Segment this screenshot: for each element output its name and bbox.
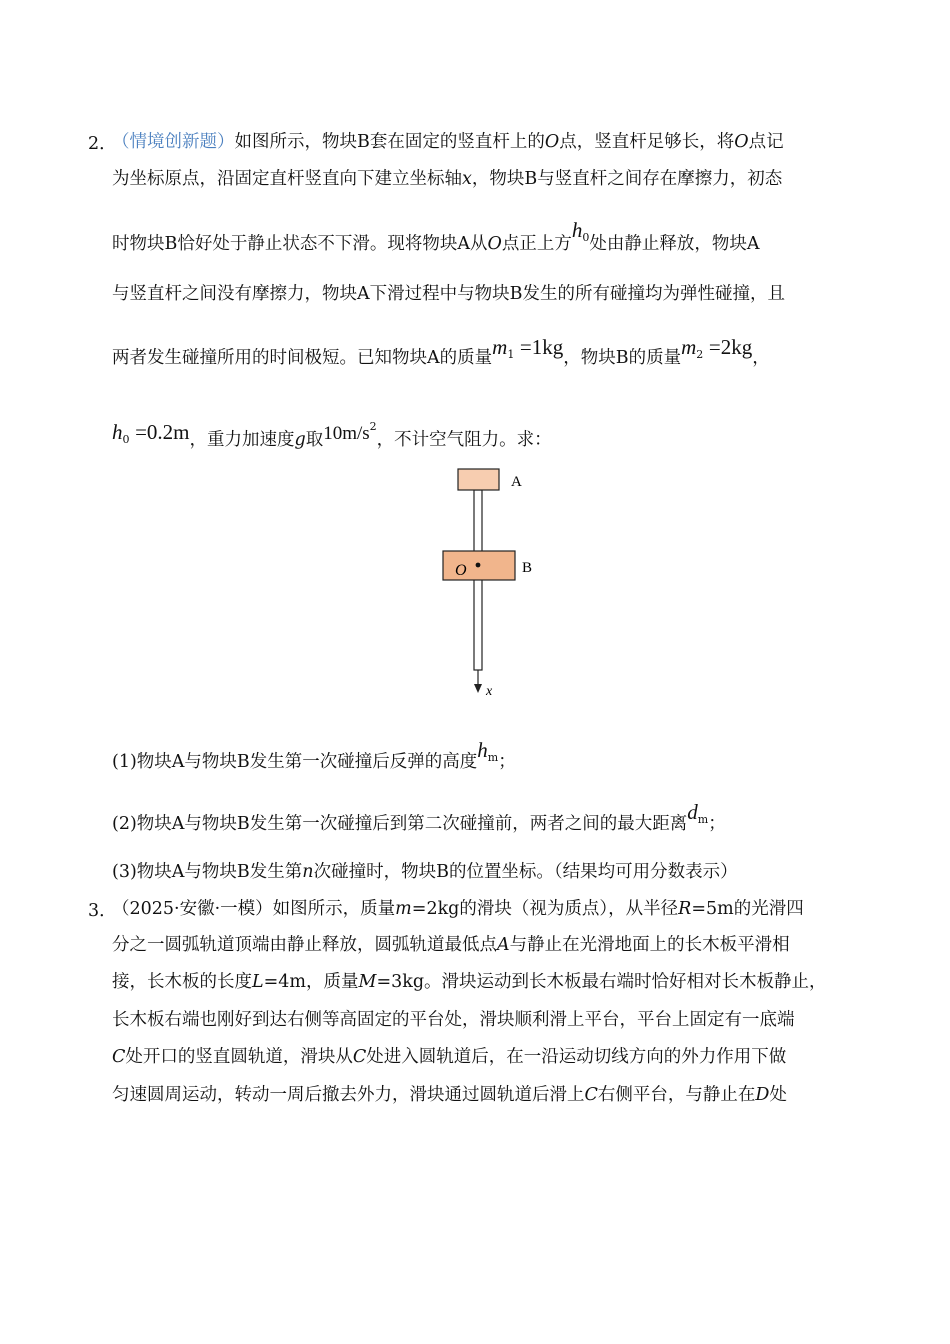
question-3-number: 3．	[88, 901, 117, 921]
m1-expression: $m_1 =1kg$	[492, 335, 564, 361]
dm-symbol: $d_m$	[687, 800, 709, 826]
x-axis-arrow-icon	[474, 684, 482, 693]
origin-dot	[476, 563, 481, 568]
block-b-label: B	[522, 560, 533, 576]
block-rod-figure	[430, 462, 550, 702]
question-2-number: 2．	[88, 134, 117, 154]
block-a-label: A	[511, 474, 522, 490]
q2-line-5: 两者发生碰撞所用的时间极短。已知物块A的质量$m_1 =1kg$，物块B的质量$m_2 =2kg$，	[112, 335, 770, 368]
q2-subquestion-2: (2)物块A与物块B发生第一次碰撞后到第二次碰撞前，两者之间的最大距离$d_m$；	[112, 800, 726, 834]
origin-label: O	[455, 562, 467, 579]
m2-expression: $m_2 =2kg$	[681, 335, 753, 361]
q3-line-5: C处开口的竖直圆轨道，滑块从C处进入圆轨道后，在一沿运动切线方向的外力作用下做	[112, 1047, 787, 1067]
q2-line-1: （情境创新题）如图所示，物块B套在固定的竖直杆上的O点，竖直杆足够长，将O点记	[112, 132, 784, 152]
q2-subquestion-3: (3)物块A与物块B发生第n次碰撞时，物块B的位置坐标。（结果均可用分数表示）	[112, 862, 738, 882]
q2-line-6: $h_0 =0.2m$，重力加速度g取$10m/s^2$，不计空气阻力。求：	[112, 420, 552, 450]
q2-line-3: 时物块B恰好处于静止状态不下滑。现将物块A从O点正上方$h_0$处由静止释放，物块A	[112, 218, 760, 254]
q2-line-2: 为坐标原点，沿固定直杆竖直向下建立坐标轴x，物块B与竖直杆之间存在摩擦力，初态	[112, 169, 783, 189]
hm-symbol: $h_m$	[477, 738, 499, 764]
q3-line-4: 长木板右端也刚好到达右侧等高固定的平台处，滑块顺利滑上平台，平台上固定有一底端	[112, 1010, 795, 1030]
x-axis-label: x	[486, 684, 493, 699]
q3-line-3: 接，长木板的长度L=4m，质量M=3kg。滑块运动到长木板最右端时恰好相对长木板静止，	[112, 972, 827, 992]
h0-symbol: $h_0$	[571, 218, 590, 244]
q2-tag: （情境创新题）	[112, 132, 235, 152]
q2-line-4: 与竖直杆之间没有摩擦力，物块A下滑过程中与物块B发生的所有碰撞均为弹性碰撞，且	[112, 284, 785, 304]
h0-expression: $h_0 =0.2m$	[112, 420, 190, 446]
q2-subquestion-1: (1)物块A与物块B发生第一次碰撞后反弹的高度$h_m$；	[112, 738, 516, 772]
q3-line-6: 匀速圆周运动，转动一周后撤去外力，滑块通过圆轨道后滑上C右侧平台，与静止在D处	[112, 1085, 787, 1105]
q3-line-2: 分之一圆弧轨道顶端由静止释放，圆弧轨道最低点A与静止在光滑地面上的长木板平滑相	[112, 935, 790, 955]
g-value: $10m/s^2$	[323, 420, 377, 444]
q3-line-1: （2025·安徽·一模）如图所示，质量m=2kg的滑块（视为质点），从半径R=5m的光滑四	[112, 899, 804, 919]
block-a	[458, 469, 499, 490]
